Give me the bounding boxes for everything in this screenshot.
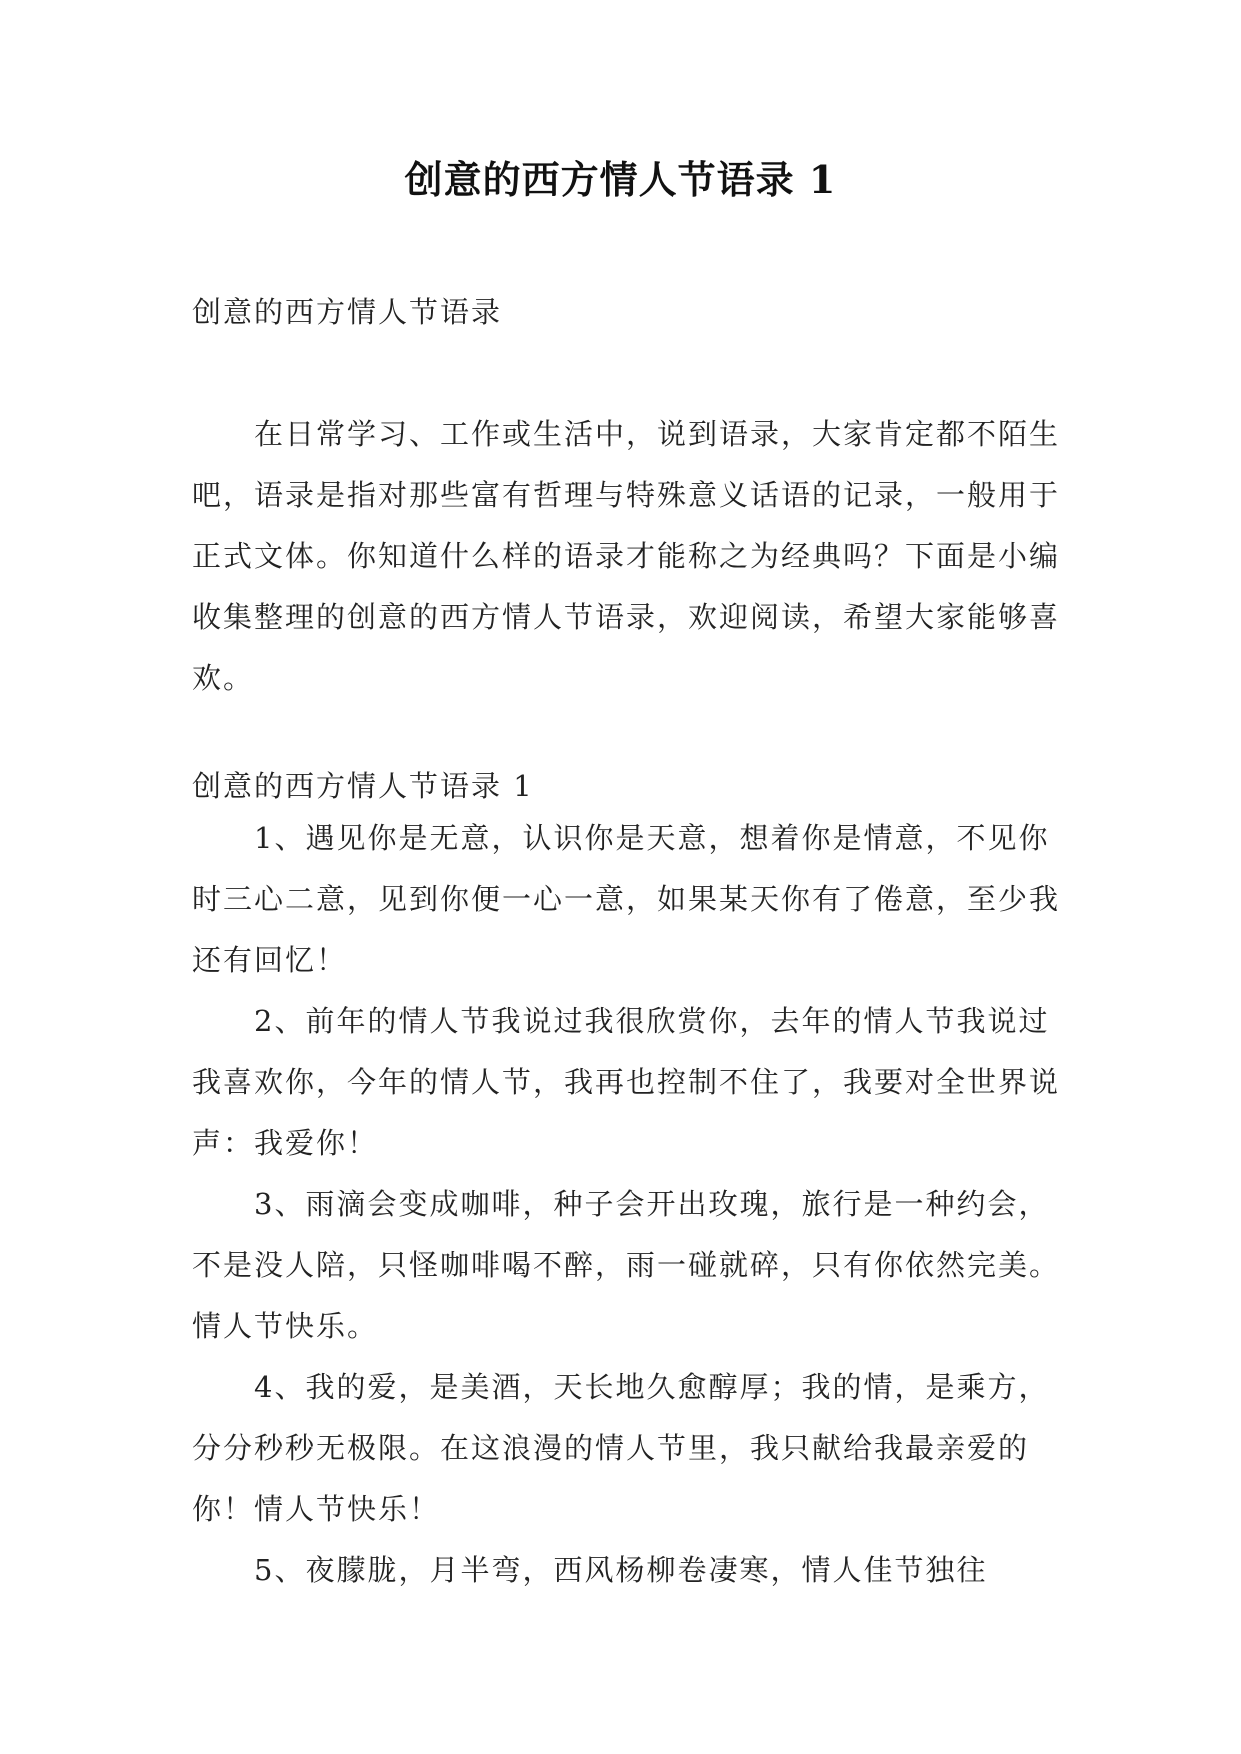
- quote-item-5: 5、夜朦胧，月半弯，西风杨柳卷凄寒，情人佳节独往: [254, 1553, 988, 1587]
- intro-paragraph: 在日常学习、工作或生活中，说到语录，大家肯定都不陌生吧，语录是指对那些富有哲理与特殊意义话语的记录，一般用于正式文体。你知道什么样的语录才能称之为经典吗？下面是小编收集整理的创意的西方情人节语录，欢迎阅读，希望大家能够喜欢。: [192, 417, 1061, 695]
- quote-item-3: 3、雨滴会变成咖啡，种子会开出玫瑰，旅行是一种约会，不是没人陪，只怪咖啡喝不醉，雨一碰就碎，只有你依然完美。情人节快乐。: [192, 1187, 1061, 1343]
- quote-item-4: 4、我的爱，是美酒，天长地久愈醇厚；我的情，是乘方，分分秒秒无极限。在这浪漫的情人节里，我只献给我最亲爱的你！情人节快乐！: [192, 1370, 1050, 1526]
- document-title: 创意的西方情人节语录 1: [404, 157, 837, 202]
- section-heading: 创意的西方情人节语录 1: [192, 769, 534, 803]
- quote-item-2: 2、前年的情人节我说过我很欣赏你，去年的情人节我说过我喜欢你，今年的情人节，我再也控制不住了，我要对全世界说声：我爱你！: [192, 1004, 1061, 1160]
- quote-list: [192, 808, 1060, 1601]
- document-subtitle: 创意的西方情人节语录: [192, 295, 503, 329]
- quote-item-1: 1、遇见你是无意，认识你是天意，想着你是情意，不见你时三心二意，见到你便一心一意，如果某天你有了倦意，至少我还有回忆！: [192, 821, 1061, 977]
